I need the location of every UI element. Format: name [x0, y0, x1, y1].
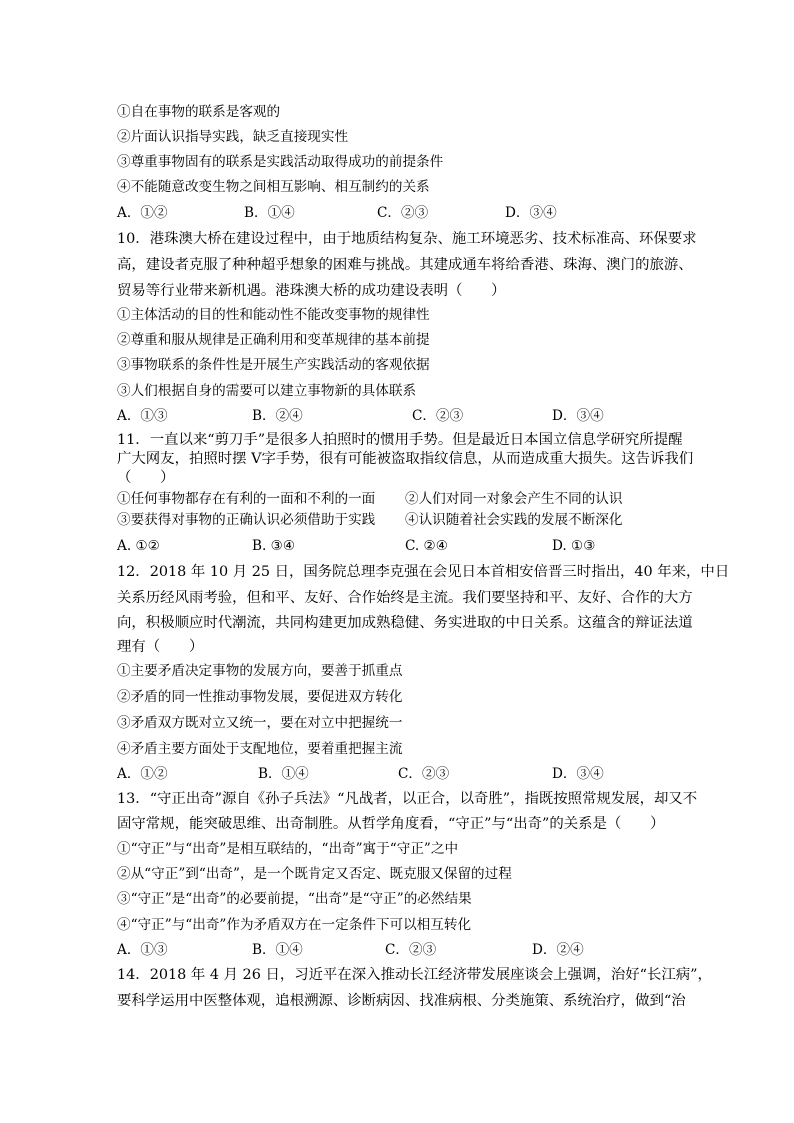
- q12-option-a: A．①②: [117, 766, 168, 782]
- q10-item-1: ①主体活动的目的性和能动性不能改变事物的规律性: [117, 307, 430, 323]
- q10-item-3: ③事物联系的条件性是开展生产实践活动的客观依据: [117, 357, 430, 373]
- q13-item-2: ②从“守正”到“出奇”，是一个既肯定又否定、既克服又保留的过程: [117, 866, 512, 882]
- q11-option-b: B. ③④: [252, 538, 296, 554]
- q13-item-1: ①“守正”与“出奇”是相互联结的，“出奇”寓于“守正”之中: [117, 841, 459, 857]
- q11-stem-line-2: 广大网友，拍照时摆 V字手势，很有可能被盗取指纹信息，从而造成重大损失。这告诉我们: [117, 451, 694, 467]
- q12-stem-line-3: 向，积极顺应时代潮流，共同构建更加成熟稳健、务实进取的中日关系。这蕴含的辩证法道: [117, 615, 693, 631]
- q13-option-b: B．①④: [252, 942, 303, 958]
- q11-option-a: A. ①②: [117, 538, 160, 554]
- q12-item-4: ④矛盾主要方面处于支配地位，要着重把握主流: [117, 741, 403, 757]
- q11-stem-line-3: （ ）: [117, 470, 175, 486]
- q9-item-1: ①自在事物的联系是客观的: [117, 104, 281, 120]
- q12-stem-line-2: 关系历经风雨考验，但和平、友好、合作始终是主流。我们要坚持和平、友好、合作的大方: [117, 590, 693, 606]
- q13-option-c: C．②③: [385, 942, 437, 958]
- q9-item-2: ②片面认识指导实践，缺乏直接现实性: [117, 129, 349, 145]
- q12-stem-line-1: 12．2018 年 10 月 25 日，国务院总理李克强在会见日本首相安倍晋三时指出，40 年来，中日: [117, 564, 730, 580]
- q9-option-c: C．②③: [377, 205, 429, 221]
- q12-option-d: D．③④: [552, 766, 604, 782]
- q14-stem-line-2: 要科学运用中医整体观，追根溯源、诊断病因、找准病根、分类施策、系统治疗，做到“治: [117, 993, 686, 1009]
- q9-option-a: A．①②: [117, 205, 168, 221]
- q12-item-2: ②矛盾的同一性推动事物发展，要促进双方转化: [117, 689, 403, 705]
- q13-option-a: A．①③: [117, 942, 168, 958]
- q11-item-2: ②人们对同一对象会产生不同的认识: [405, 491, 623, 507]
- q10-stem-line-2: 高，建设者克服了种种超乎想象的困难与挑战。其建成通车将给香港、珠海、澳门的旅游、: [117, 257, 693, 273]
- q11-item-1: ①任何事物都存在有利的一面和不利的一面: [117, 491, 376, 507]
- q9-item-3: ③尊重事物固有的联系是实践活动取得成功的前提条件: [117, 154, 444, 170]
- q13-option-d: D．②④: [532, 942, 584, 958]
- q14-stem-line-1: 14．2018 年 4 月 26 日，习近平在深入推动长江经济带发展座谈会上强调，治好“长江病”，: [117, 967, 712, 983]
- q13-stem-line-1: 13．“守正出奇”源自《孙子兵法》“凡战者，以正合，以奇胜”，指既按照常规发展，却又不: [117, 791, 698, 807]
- q10-item-2: ②尊重和服从规律是正确利用和变革规律的基本前提: [117, 332, 430, 348]
- q11-option-d: D. ①③: [552, 538, 596, 554]
- q10-stem-line-1: 10．港珠澳大桥在建设过程中，由于地质结构复杂、施工环境恶劣、技术标准高、环保要求: [117, 231, 697, 247]
- q12-item-3: ③矛盾双方既对立又统一，要在对立中把握统一: [117, 715, 403, 731]
- q11-stem-line-1: 11．一直以来“剪刀手”是很多人拍照时的惯用手势。但是最近日本国立信息学研究所提醒: [117, 432, 683, 448]
- q12-option-c: C．②③: [398, 766, 450, 782]
- q12-stem-line-4: 理有（ ）: [117, 639, 204, 655]
- q10-option-c: C．②③: [412, 408, 464, 424]
- q9-option-b: B．①④: [244, 205, 295, 221]
- q10-stem-line-3: 贸易等行业带来新机遇。港珠澳大桥的成功建设表明（ ）: [117, 283, 506, 299]
- q9-option-d: D．③④: [505, 205, 557, 221]
- q10-option-a: A．①③: [117, 408, 168, 424]
- q11-item-4: ④认识随着社会实践的发展不断深化: [405, 512, 623, 528]
- q10-option-b: B．②④: [252, 408, 303, 424]
- q10-item-4: ③人们根据自身的需要可以建立事物新的具体联系: [117, 383, 417, 399]
- q13-item-4: ④“守正”与“出奇”作为矛盾双方在一定条件下可以相互转化: [117, 917, 472, 933]
- q11-option-c: C. ②④: [405, 538, 448, 554]
- q12-item-1: ①主要矛盾决定事物的发展方向，要善于抓重点: [117, 663, 403, 679]
- q9-item-4: ④不能随意改变生物之间相互影响、相互制约的关系: [117, 179, 430, 195]
- q10-option-d: D．③④: [552, 408, 604, 424]
- q11-item-3: ③要获得对事物的正确认识必须借助于实践: [117, 512, 376, 528]
- q13-item-3: ③“守正”是“出奇”的必要前提，“出奇”是“守正”的必然结果: [117, 891, 472, 907]
- q13-stem-line-2: 固守常规，能突破思维、出奇制胜。从哲学角度看，“守正”与“出奇”的关系是（ ）: [117, 816, 665, 832]
- q12-option-b: B．①④: [258, 766, 309, 782]
